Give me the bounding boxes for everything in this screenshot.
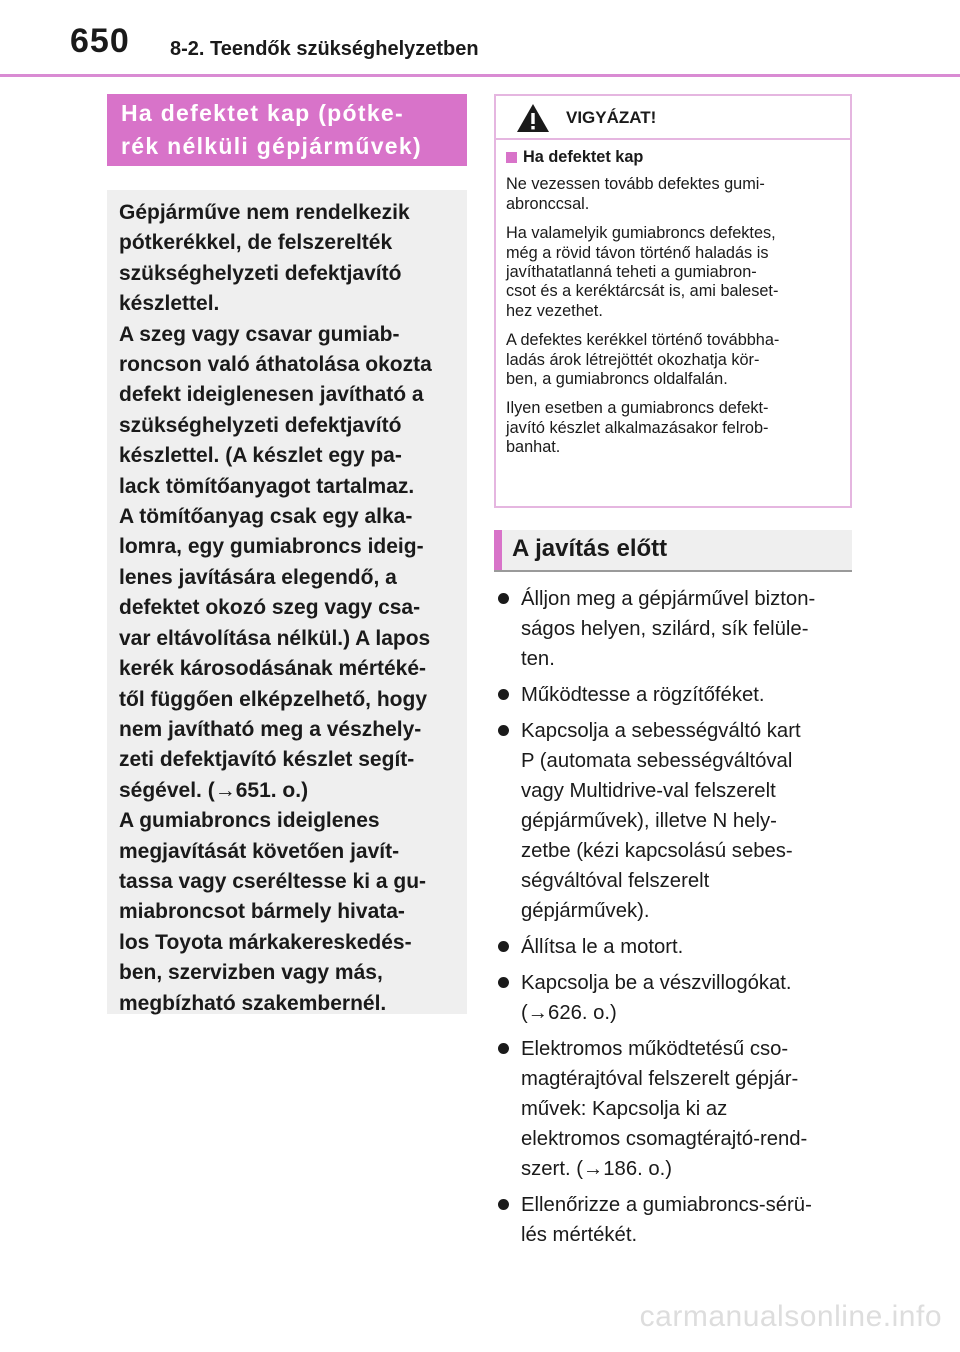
list-line: ten. xyxy=(521,648,555,670)
warning-body xyxy=(496,140,850,458)
list-line: P (automata sebességváltóval xyxy=(521,750,793,772)
page-reference[interactable]: ségével. (→651. o.) xyxy=(119,778,309,802)
warning-line: A defektes kerékkel történő továbbha- xyxy=(506,331,780,350)
info-line: var eltávolítása nélkül.) A lapos xyxy=(119,626,431,650)
heading-accent-bar xyxy=(494,530,502,570)
warning-line: javító készlet alkalmazásakor felrob- xyxy=(506,418,769,437)
info-line: A tömítőanyag csak egy alka- xyxy=(119,505,413,529)
warning-paragraph xyxy=(506,175,840,214)
list-line: Állítsa le a motort. xyxy=(521,936,684,958)
info-line: A gumiabroncs ideiglenes xyxy=(119,809,380,833)
page-number: 650 xyxy=(70,22,130,60)
warning-paragraph xyxy=(506,399,840,457)
list-line: elektromos csomagtérajtó-rend- xyxy=(521,1128,808,1150)
page-reference[interactable]: szert. (→186. o.) xyxy=(521,1158,673,1180)
list-line: Elektromos működtetésű cso- xyxy=(521,1038,789,1060)
warning-subheading xyxy=(506,148,840,167)
info-line: készlettel. (A készlet egy pa- xyxy=(119,444,402,468)
left-section-title xyxy=(107,94,467,166)
info-line: pótkerékkel, de felszerelték xyxy=(119,231,393,255)
list-line: vagy Multidrive-val felszerelt xyxy=(521,780,776,802)
warning-line: hez vezethet. xyxy=(506,301,603,320)
warning-paragraph xyxy=(506,331,840,389)
warning-line: ladás árok létrejöttét okozhatja kör- xyxy=(506,350,760,369)
list-line: gépjárművek). xyxy=(521,900,650,922)
list-item xyxy=(494,1190,854,1250)
warning-line: Ilyen esetben a gumiabroncs defekt- xyxy=(506,399,769,418)
bullet-icon xyxy=(498,977,509,988)
warning-line: csot és a keréktárcsát is, ami baleset- xyxy=(506,282,779,301)
before-repair-heading xyxy=(494,530,852,572)
info-line: los Toyota márkakereskedés- xyxy=(119,930,412,954)
warning-triangle-icon xyxy=(516,102,550,134)
list-line: Álljon meg a gépjárművel bizton- xyxy=(521,588,816,610)
list-item xyxy=(494,680,854,710)
info-line: roncson való áthatolása okozta xyxy=(119,353,432,377)
warning-line: abronccsal. xyxy=(506,194,590,213)
section-title: 8-2. Teendők szükséghelyzetben xyxy=(170,38,479,60)
info-line: ben, szervizben vagy más, xyxy=(119,961,383,985)
info-line: zeti defektjavító készlet segít- xyxy=(119,748,415,772)
warning-box xyxy=(494,94,852,508)
warning-line: Ha valamelyik gumiabroncs defektes, xyxy=(506,224,776,243)
info-line: defektet okozó szeg vagy csa- xyxy=(119,596,421,620)
info-line: Gépjárműve nem rendelkezik xyxy=(119,201,410,224)
info-line: lomra, egy gumiabroncs ideig- xyxy=(119,535,424,559)
bullet-icon xyxy=(498,1043,509,1054)
left-title-line: Ha defektet kap (pótke- xyxy=(121,100,404,126)
left-title-line: rék nélküli gépjárművek) xyxy=(121,133,422,159)
list-line: Kapcsolja be a vészvillogókat. xyxy=(521,972,792,994)
warning-line: Ne vezessen tovább defektes gumi- xyxy=(506,175,765,194)
list-line: gépjárművek), illetve N hely- xyxy=(521,810,777,832)
list-line: lés mértékét. xyxy=(521,1224,638,1246)
warning-line: banhat. xyxy=(506,438,561,457)
info-line: szükséghelyzeti defektjavító xyxy=(119,413,402,437)
list-item xyxy=(494,1034,854,1184)
info-line: lack tömítőanyagot tartalmaz. xyxy=(119,474,415,498)
bullet-icon xyxy=(498,1199,509,1210)
info-line: miabroncsot bármely hivata- xyxy=(119,900,405,924)
list-line: ságos helyen, szilárd, sík felüle- xyxy=(521,618,809,640)
bullet-icon xyxy=(498,593,509,604)
list-item xyxy=(494,716,854,926)
list-line: Működtesse a rögzítőféket. xyxy=(521,684,765,706)
info-line: lenes javítására elegendő, a xyxy=(119,565,397,589)
list-line: Ellenőrizze a gumiabroncs-sérü- xyxy=(521,1194,812,1216)
info-line: tassa vagy cseréltesse ki a gu- xyxy=(119,869,427,893)
bullet-icon xyxy=(498,689,509,700)
page-reference[interactable]: (→626. o.) xyxy=(521,1002,617,1024)
warning-line: ben, a gumiabroncs oldalfalán. xyxy=(506,370,728,389)
info-line: nem javítható meg a vészhely- xyxy=(119,717,422,741)
info-line: szükséghelyzeti defektjavító xyxy=(119,261,402,285)
info-line: megbízható szakembernél. xyxy=(119,991,387,1015)
list-item xyxy=(494,932,854,962)
warning-subheading-text: Ha defektet kap xyxy=(523,148,644,166)
warning-paragraph xyxy=(506,224,840,321)
before-repair-title: A javítás előtt xyxy=(512,535,668,562)
info-line: megjavítását követően javít- xyxy=(119,839,400,863)
warning-line: javíthatatlanná teheti a gumiabron- xyxy=(506,263,757,282)
bullet-icon xyxy=(498,725,509,736)
bullet-icon xyxy=(498,941,509,952)
list-line: magtérajtóval felszerelt gépjár- xyxy=(521,1068,799,1090)
watermark: carmanualsonline.info xyxy=(639,1300,942,1333)
list-item xyxy=(494,968,854,1028)
steps-list xyxy=(494,584,854,1256)
list-item xyxy=(494,584,854,674)
info-line: től függően elképzelhető, hogy xyxy=(119,687,428,711)
header-divider xyxy=(0,74,960,77)
list-line: zetbe (kézi kapcsolású sebes- xyxy=(521,840,793,862)
info-line: kerék károsodásának mértéké- xyxy=(119,657,427,681)
warning-title: VIGYÁZAT! xyxy=(566,108,657,127)
info-line: defekt ideiglenesen javítható a xyxy=(119,383,424,407)
square-bullet-icon xyxy=(506,152,517,163)
list-line: művek: Kapcsolja ki az xyxy=(521,1098,728,1120)
info-box xyxy=(107,190,467,1014)
warning-line: még a rövid távon történő haladás is xyxy=(506,243,769,262)
info-line: A szeg vagy csavar gumiab- xyxy=(119,322,400,346)
page-header xyxy=(0,0,960,78)
warning-header xyxy=(496,96,850,140)
list-line: Kapcsolja a sebességváltó kart xyxy=(521,720,801,742)
info-line: készlettel. xyxy=(119,292,220,316)
list-line: ségváltóval felszerelt xyxy=(521,870,710,892)
